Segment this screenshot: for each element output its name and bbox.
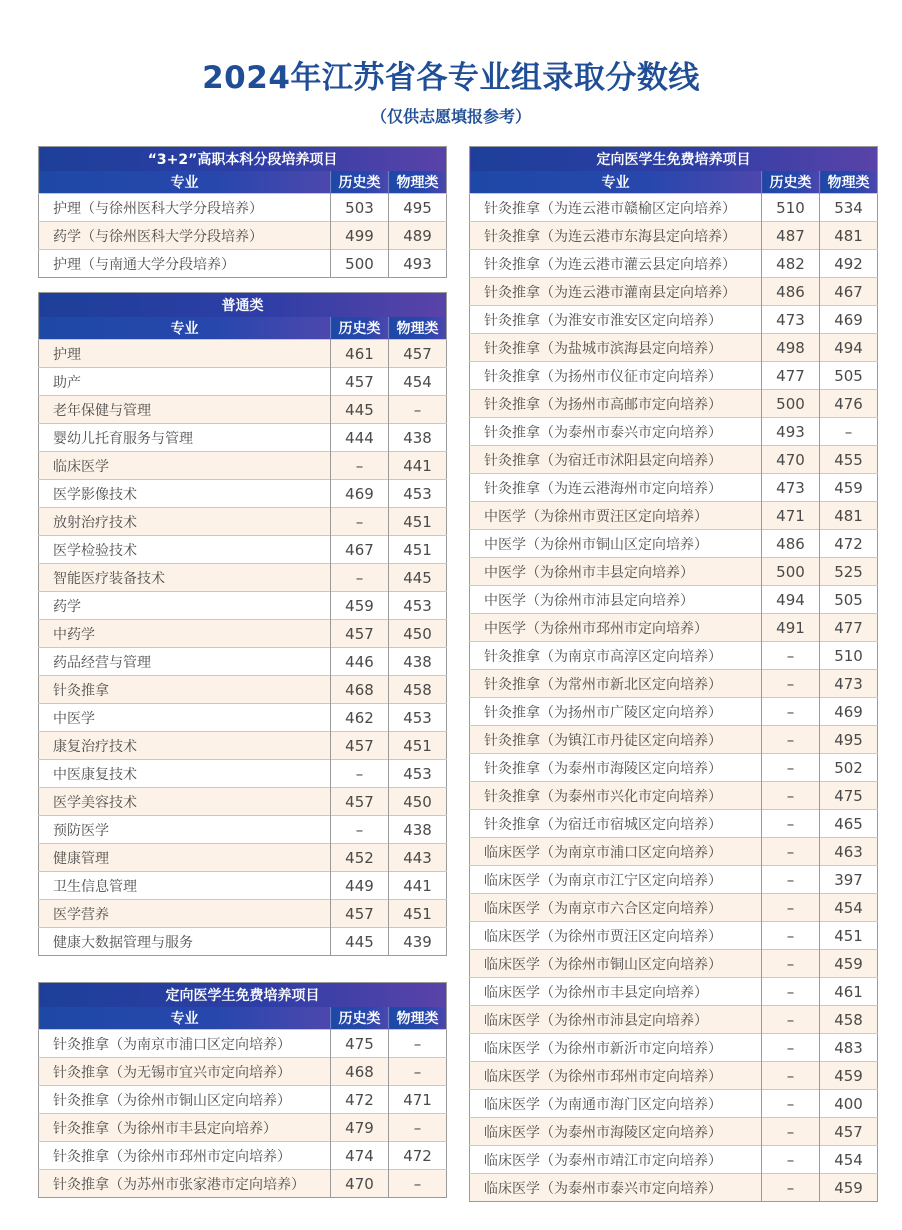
table-row [470,670,878,698]
table-row [470,306,878,334]
major-name-cell: 针灸推拿（为淮安市淮安区定向培养） [470,306,762,334]
physics-score-cell: 453 [389,592,447,620]
major-name-cell: 中药学 [39,620,331,648]
physics-score-cell: 494 [820,334,878,362]
physics-score-cell: 481 [820,502,878,530]
physics-score-cell: 472 [820,530,878,558]
major-name-cell: 针灸推拿（为连云港海州市定向培养） [470,474,762,502]
table-row [39,1170,447,1198]
table-row [470,614,878,642]
physics-score-cell: 469 [820,698,878,726]
column-header-row [39,1007,447,1030]
history-score-cell: 446 [331,648,389,676]
column-header-row [39,171,447,194]
table-row [39,620,447,648]
history-score-cell: 500 [762,390,820,418]
physics-score-cell: 493 [389,250,447,278]
major-name-cell: 康复治疗技术 [39,732,331,760]
physics-score-cell: 459 [820,474,878,502]
major-name-cell: 卫生信息管理 [39,872,331,900]
table-row [470,1146,878,1174]
history-score-cell: – [762,838,820,866]
major-name-cell: 针灸推拿（为徐州市邳州市定向培养） [39,1142,331,1170]
physics-score-cell: 461 [820,978,878,1006]
physics-score-cell: 438 [389,648,447,676]
physics-score-cell: – [389,1030,447,1058]
physics-score-cell: 465 [820,810,878,838]
major-name-cell: 针灸推拿 [39,676,331,704]
table-row [39,222,447,250]
history-score-cell: 499 [331,222,389,250]
history-score-cell: 491 [762,614,820,642]
physics-score-cell: 438 [389,816,447,844]
physics-score-cell: 453 [389,480,447,508]
history-score-cell: – [331,564,389,592]
physics-score-cell: 453 [389,704,447,732]
history-score-cell: – [331,816,389,844]
table-row [470,1118,878,1146]
history-score-cell: – [762,1062,820,1090]
table-row [39,872,447,900]
major-name-cell: 健康大数据管理与服务 [39,928,331,956]
history-score-cell: 510 [762,194,820,222]
table-row [470,1034,878,1062]
history-score-cell: 468 [331,1058,389,1086]
table-row [470,642,878,670]
major-name-cell: 针灸推拿（为连云港市灌南县定向培养） [470,278,762,306]
major-name-cell: 临床医学（为徐州市贾汪区定向培养） [470,922,762,950]
physics-score-cell: 454 [820,1146,878,1174]
physics-score-cell: 473 [820,670,878,698]
table-row [39,648,447,676]
physics-score-cell: 458 [820,1006,878,1034]
table-title: 普通类 [39,293,447,318]
major-name-cell: 临床医学（为南京市六合区定向培养） [470,894,762,922]
table-row [470,362,878,390]
table-row [39,452,447,480]
physics-score-cell: 534 [820,194,878,222]
history-score-cell: 473 [762,306,820,334]
major-name-cell: 预防医学 [39,816,331,844]
physics-score-cell: 451 [389,732,447,760]
column-header-physics: 物理类 [389,171,447,194]
major-name-cell: 临床医学（为南通市海门区定向培养） [470,1090,762,1118]
physics-score-cell: 476 [820,390,878,418]
table-row [470,754,878,782]
column-header-history: 历史类 [331,317,389,340]
table-row [39,1142,447,1170]
table-row [470,558,878,586]
physics-score-cell: 451 [820,922,878,950]
major-name-cell: 智能医疗装备技术 [39,564,331,592]
table-row [39,480,447,508]
major-name-cell: 针灸推拿（为苏州市张家港市定向培养） [39,1170,331,1198]
column-header-major: 专业 [39,1007,331,1030]
physics-score-cell: 438 [389,424,447,452]
history-score-cell: – [331,760,389,788]
table-row [39,368,447,396]
history-score-cell: 459 [331,592,389,620]
table-title: 定向医学生免费培养项目 [39,983,447,1008]
physics-score-cell: 467 [820,278,878,306]
physics-score-cell: – [389,1114,447,1142]
column-header-physics: 物理类 [389,1007,447,1030]
major-name-cell: 临床医学（为南京市江宁区定向培养） [470,866,762,894]
history-score-cell: – [762,698,820,726]
major-name-cell: 中医学（为徐州市贾汪区定向培养） [470,502,762,530]
physics-score-cell: 454 [820,894,878,922]
column-header-row [470,171,878,194]
table-row [39,592,447,620]
physics-score-cell: 450 [389,788,447,816]
column-header-row [39,317,447,340]
column-header-major: 专业 [39,317,331,340]
table-directed-medical-left [38,982,447,1198]
history-score-cell: 503 [331,194,389,222]
table-row [470,530,878,558]
major-name-cell: 针灸推拿（为连云港市赣榆区定向培养） [470,194,762,222]
physics-score-cell: 457 [820,1118,878,1146]
major-name-cell: 药学 [39,592,331,620]
physics-score-cell: – [389,1170,447,1198]
physics-score-cell: 489 [389,222,447,250]
major-name-cell: 针灸推拿（为宿迁市沭阳县定向培养） [470,446,762,474]
history-score-cell: 500 [762,558,820,586]
major-name-cell: 医学影像技术 [39,480,331,508]
major-name-cell: 助产 [39,368,331,396]
physics-score-cell: 458 [389,676,447,704]
physics-score-cell: 495 [820,726,878,754]
history-score-cell: 482 [762,250,820,278]
physics-score-cell: 450 [389,620,447,648]
table-row [39,340,447,368]
major-name-cell: 临床医学（为徐州市新沂市定向培养） [470,1034,762,1062]
history-score-cell: 449 [331,872,389,900]
physics-score-cell: 463 [820,838,878,866]
history-score-cell: 487 [762,222,820,250]
history-score-cell: – [762,726,820,754]
history-score-cell: 486 [762,278,820,306]
history-score-cell: 475 [331,1030,389,1058]
history-score-cell: – [762,1034,820,1062]
table-row [39,704,447,732]
history-score-cell: 468 [331,676,389,704]
table-row [470,1090,878,1118]
physics-score-cell: 400 [820,1090,878,1118]
physics-score-cell: 459 [820,1062,878,1090]
major-name-cell: 临床医学（为泰州市靖江市定向培养） [470,1146,762,1174]
table-row [39,396,447,424]
table-row [39,1058,447,1086]
history-score-cell: 445 [331,396,389,424]
major-name-cell: 针灸推拿（为徐州市丰县定向培养） [39,1114,331,1142]
physics-score-cell: – [820,418,878,446]
table-row [470,194,878,222]
major-name-cell: 中医学（为徐州市邳州市定向培养） [470,614,762,642]
history-score-cell: – [762,1090,820,1118]
major-name-cell: 针灸推拿（为盐城市滨海县定向培养） [470,334,762,362]
table-row [470,474,878,502]
major-name-cell: 临床医学（为徐州市丰县定向培养） [470,978,762,1006]
history-score-cell: – [762,894,820,922]
major-name-cell: 临床医学（为南京市浦口区定向培养） [470,838,762,866]
physics-score-cell: 459 [820,950,878,978]
table-row [39,194,447,222]
major-name-cell: 中医学 [39,704,331,732]
history-score-cell: 479 [331,1114,389,1142]
history-score-cell: 498 [762,334,820,362]
table-row [470,1062,878,1090]
major-name-cell: 针灸推拿（为常州市新北区定向培养） [470,670,762,698]
physics-score-cell: 477 [820,614,878,642]
table-title: “3+2”高职本科分段培养项目 [39,147,447,172]
table-row [470,950,878,978]
major-name-cell: 针灸推拿（为徐州市铜山区定向培养） [39,1086,331,1114]
history-score-cell: 500 [331,250,389,278]
history-score-cell: 452 [331,844,389,872]
physics-score-cell: 459 [820,1174,878,1202]
history-score-cell: 474 [331,1142,389,1170]
physics-score-cell: 439 [389,928,447,956]
table-row [470,1006,878,1034]
major-name-cell: 放射治疗技术 [39,508,331,536]
major-name-cell: 护理（与徐州医科大学分段培养） [39,194,331,222]
major-name-cell: 针灸推拿（为南京市高淳区定向培养） [470,642,762,670]
major-name-cell: 临床医学（为徐州市邳州市定向培养） [470,1062,762,1090]
column-header-history: 历史类 [331,1007,389,1030]
table-row [470,250,878,278]
physics-score-cell: 457 [389,340,447,368]
physics-score-cell: 505 [820,586,878,614]
major-name-cell: 婴幼儿托育服务与管理 [39,424,331,452]
physics-score-cell: 451 [389,900,447,928]
table-group-header [39,293,447,318]
history-score-cell: 472 [331,1086,389,1114]
table-row [470,334,878,362]
history-score-cell: – [762,810,820,838]
table-row [470,390,878,418]
major-name-cell: 针灸推拿（为泰州市泰兴市定向培养） [470,418,762,446]
physics-score-cell: 441 [389,452,447,480]
major-name-cell: 临床医学（为徐州市铜山区定向培养） [470,950,762,978]
physics-score-cell: 453 [389,760,447,788]
history-score-cell: 461 [331,340,389,368]
table-row [470,1174,878,1202]
table-row [39,900,447,928]
table-row [470,586,878,614]
history-score-cell: 467 [331,536,389,564]
history-score-cell: – [762,950,820,978]
physics-score-cell: – [389,396,447,424]
history-score-cell: 469 [331,480,389,508]
table-row [39,1030,447,1058]
major-name-cell: 医学检验技术 [39,536,331,564]
table-title: 定向医学生免费培养项目 [470,147,878,172]
table-row [39,788,447,816]
table-group-header [39,983,447,1008]
table-row [39,1114,447,1142]
history-score-cell: 445 [331,928,389,956]
table-row [470,810,878,838]
history-score-cell: – [762,1174,820,1202]
page-title: 2024年江苏省各专业组录取分数线 [202,60,700,96]
history-score-cell: 470 [331,1170,389,1198]
column-header-history: 历史类 [331,171,389,194]
physics-score-cell: 492 [820,250,878,278]
physics-score-cell: 483 [820,1034,878,1062]
major-name-cell: 针灸推拿（为扬州市仪征市定向培养） [470,362,762,390]
physics-score-cell: 443 [389,844,447,872]
major-name-cell: 针灸推拿（为宿迁市宿城区定向培养） [470,810,762,838]
history-score-cell: 457 [331,368,389,396]
table-row [470,978,878,1006]
history-score-cell: – [762,1006,820,1034]
major-name-cell: 针灸推拿（为泰州市海陵区定向培养） [470,754,762,782]
history-score-cell: – [762,782,820,810]
table-3plus2-program [38,146,447,278]
major-name-cell: 中医学（为徐州市丰县定向培养） [470,558,762,586]
history-score-cell: – [762,922,820,950]
major-name-cell: 临床医学（为泰州市泰兴市定向培养） [470,1174,762,1202]
physics-score-cell: 445 [389,564,447,592]
major-name-cell: 临床医学（为徐州市沛县定向培养） [470,1006,762,1034]
table-row [470,278,878,306]
physics-score-cell: 472 [389,1142,447,1170]
major-name-cell: 护理 [39,340,331,368]
table-row [470,866,878,894]
physics-score-cell: 454 [389,368,447,396]
table-row [39,424,447,452]
major-name-cell: 健康管理 [39,844,331,872]
table-general-category [38,292,447,956]
table-row [39,928,447,956]
major-name-cell: 药学（与徐州医科大学分段培养） [39,222,331,250]
major-name-cell: 临床医学（为泰州市海陵区定向培养） [470,1118,762,1146]
table-group-header [470,147,878,172]
history-score-cell: – [331,508,389,536]
column-header-major: 专业 [39,171,331,194]
major-name-cell: 针灸推拿（为泰州市兴化市定向培养） [470,782,762,810]
history-score-cell: – [331,452,389,480]
table-row [39,508,447,536]
physics-score-cell: – [389,1058,447,1086]
table-row [39,816,447,844]
column-header-physics: 物理类 [389,317,447,340]
table-row [470,838,878,866]
major-name-cell: 针灸推拿（为南京市浦口区定向培养） [39,1030,331,1058]
major-name-cell: 护理（与南通大学分段培养） [39,250,331,278]
table-row [39,564,447,592]
major-name-cell: 针灸推拿（为镇江市丹徒区定向培养） [470,726,762,754]
physics-score-cell: 451 [389,508,447,536]
physics-score-cell: 502 [820,754,878,782]
table-row [470,222,878,250]
major-name-cell: 医学美容技术 [39,788,331,816]
page-subtitle: （仅供志愿填报参考） [370,107,531,126]
physics-score-cell: 481 [820,222,878,250]
physics-score-cell: 469 [820,306,878,334]
table-row [470,726,878,754]
table-row [470,446,878,474]
major-name-cell: 中医学（为徐州市铜山区定向培养） [470,530,762,558]
major-name-cell: 针灸推拿（为连云港市东海县定向培养） [470,222,762,250]
column-header-physics: 物理类 [820,171,878,194]
history-score-cell: – [762,642,820,670]
table-row [39,760,447,788]
history-score-cell: – [762,1146,820,1174]
physics-score-cell: 525 [820,558,878,586]
history-score-cell: 473 [762,474,820,502]
physics-score-cell: 451 [389,536,447,564]
history-score-cell: 493 [762,418,820,446]
table-row [470,502,878,530]
history-score-cell: 457 [331,620,389,648]
major-name-cell: 药品经营与管理 [39,648,331,676]
table-row [470,894,878,922]
history-score-cell: 477 [762,362,820,390]
history-score-cell: 471 [762,502,820,530]
history-score-cell: – [762,978,820,1006]
table-row [470,418,878,446]
history-score-cell: 457 [331,732,389,760]
physics-score-cell: 455 [820,446,878,474]
major-name-cell: 针灸推拿（为扬州市广陵区定向培养） [470,698,762,726]
history-score-cell: – [762,866,820,894]
history-score-cell: 494 [762,586,820,614]
physics-score-cell: 441 [389,872,447,900]
table-row [39,732,447,760]
history-score-cell: 444 [331,424,389,452]
physics-score-cell: 495 [389,194,447,222]
history-score-cell: 486 [762,530,820,558]
table-row [39,1086,447,1114]
table-row [39,250,447,278]
major-name-cell: 临床医学 [39,452,331,480]
table-row [39,844,447,872]
history-score-cell: 462 [331,704,389,732]
column-header-major: 专业 [470,171,762,194]
history-score-cell: – [762,754,820,782]
column-header-history: 历史类 [762,171,820,194]
physics-score-cell: 475 [820,782,878,810]
major-name-cell: 中医康复技术 [39,760,331,788]
major-name-cell: 针灸推拿（为连云港市灌云县定向培养） [470,250,762,278]
table-row [470,698,878,726]
history-score-cell: 457 [331,900,389,928]
major-name-cell: 老年保健与管理 [39,396,331,424]
major-name-cell: 针灸推拿（为无锡市宜兴市定向培养） [39,1058,331,1086]
table-group-header [39,147,447,172]
history-score-cell: – [762,670,820,698]
physics-score-cell: 397 [820,866,878,894]
physics-score-cell: 510 [820,642,878,670]
physics-score-cell: 471 [389,1086,447,1114]
major-name-cell: 中医学（为徐州市沛县定向培养） [470,586,762,614]
history-score-cell: 457 [331,788,389,816]
table-row [470,922,878,950]
table-row [39,676,447,704]
history-score-cell: – [762,1118,820,1146]
table-row [39,536,447,564]
table-directed-medical-right [469,146,878,1202]
major-name-cell: 医学营养 [39,900,331,928]
major-name-cell: 针灸推拿（为扬州市高邮市定向培养） [470,390,762,418]
physics-score-cell: 505 [820,362,878,390]
table-row [470,782,878,810]
history-score-cell: 470 [762,446,820,474]
